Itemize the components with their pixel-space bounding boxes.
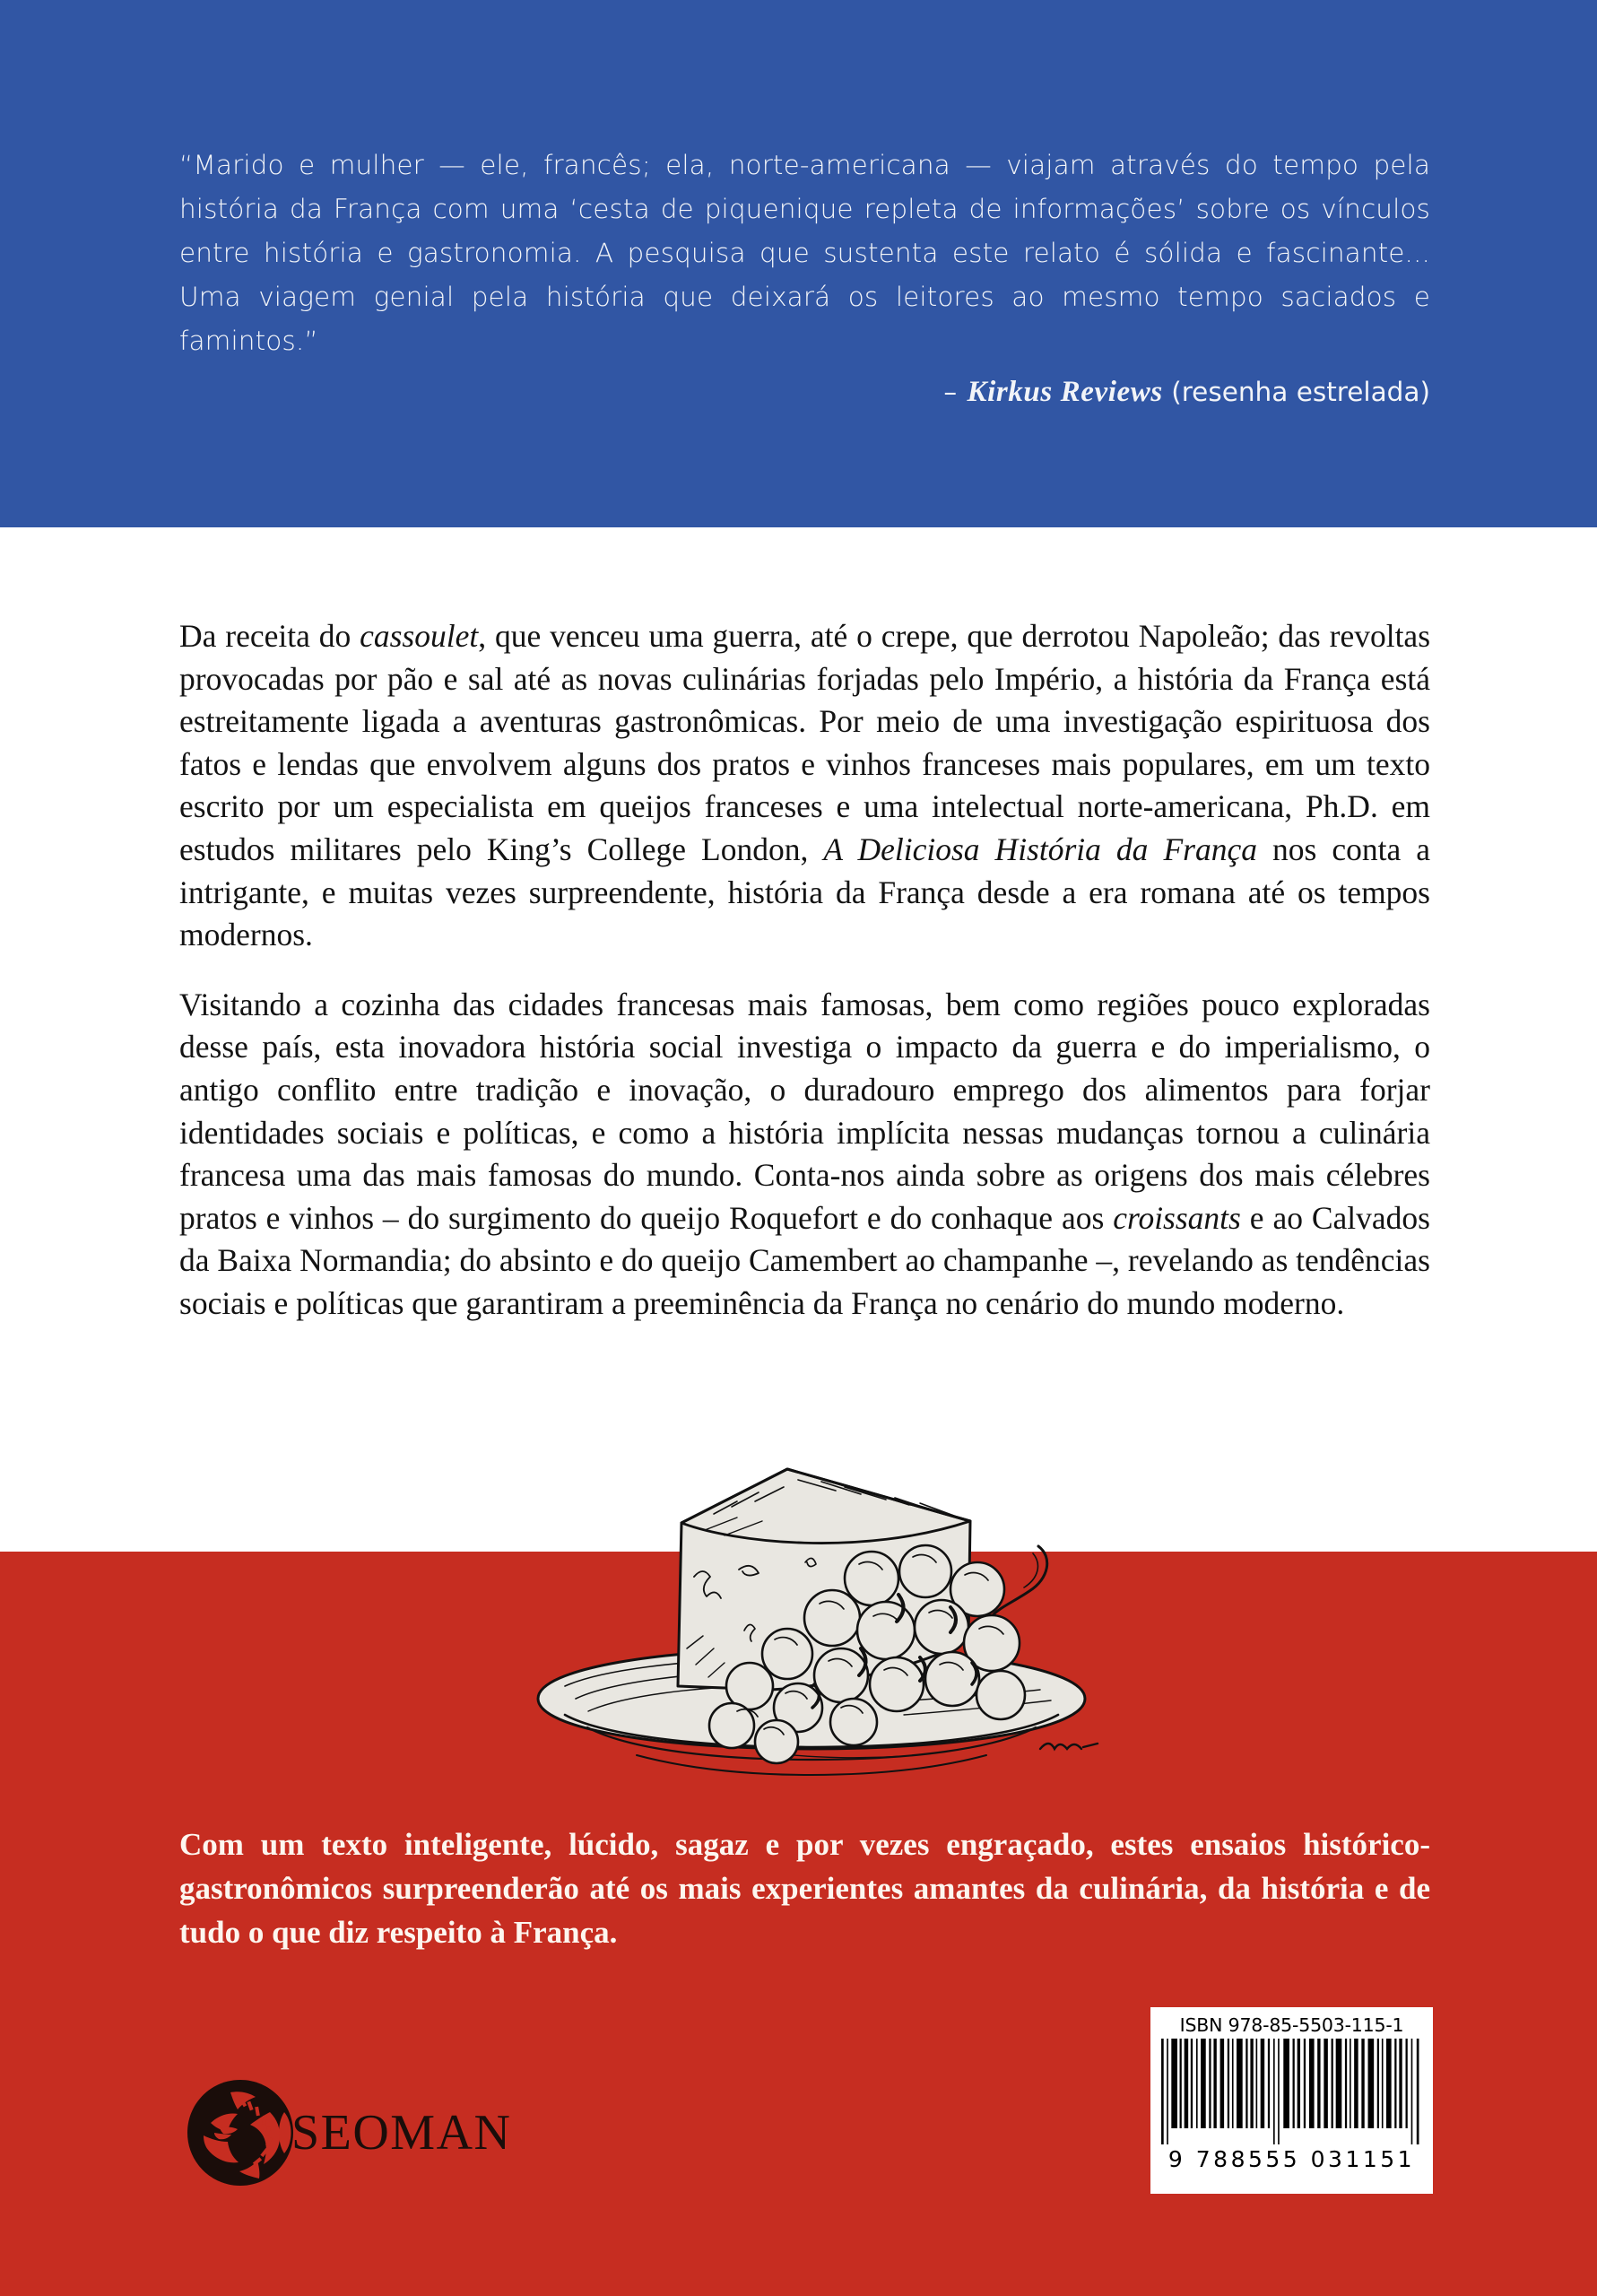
seoman-emblem-icon [184,2076,297,2189]
back-cover-blurb-text: Com um texto inteligente, lúcido, sagaz e por vezes engraçado, estes ensaios histórico-gastronômicos surpreenderão até os mais experientes amantes da culinária, da história e de tudo o que diz respeito à França. [179,1827,1430,1950]
barcode-bars [1159,2039,1424,2144]
p1-italic-cassoulet: cassoulet [360,618,479,654]
back-cover-blurb-block [179,1822,1430,1954]
barcode-digits: 9 788555 031151 [1167,2146,1416,2172]
book-description-block [179,615,1430,1326]
attribution-note: (resenha estrelada) [1171,377,1430,407]
p2-seg-2: e ao Calvados da Baixa Normandia; do absinto e do queijo Camembert ao champanhe –, revelando as tendências sociais e políticas que garantiram a preeminência da França no cenário do mundo moderno. [179,1199,1430,1321]
p1-seg-1: Da receita do [179,618,360,654]
attribution-source: Kirkus Reviews [967,376,1163,408]
description-paragraph-1 [179,615,1430,957]
review-attribution [179,370,1430,414]
p2-italic-croissants: croissants [1113,1199,1241,1236]
attribution-dash: – [943,377,959,407]
description-paragraph-2 [179,984,1430,1326]
review-quote-block [179,144,1430,414]
p1-italic-book-title: A Deliciosa História da França [823,831,1257,867]
p2-seg-1: Visitando a cozinha das cidades francesas mais famosas, bem como regiões pouco exploradas desse país, esta inovadora história social investiga o impacto da guerra e do imperialismo, o antigo conflito entre tradição e inovação, o duradouro emprego dos alimentos para forjar identidades sociais e políticas, e como a história implícita nessas mudanças tornou a culinária francesa uma das mais famosas do mundo. Conta-nos ainda sobre as origens dos mais célebres pratos e vinhos – do surgimento do queijo Roquefort e do conhaque aos [179,986,1430,1236]
p1-seg-3: nos conta a intrigante, e muitas vezes surpreendente, história da França desde a era romana até os tempos modernos. [179,831,1430,953]
publisher-logo [184,2072,512,2193]
publisher-name: SEOMAN [291,2104,512,2161]
review-quote-text: “Marido e mulher — ele, francês; ela, norte-americana — viajam através do tempo pela história da França com uma ‘cesta de piquenique repleta de informações’ sobre os vínculos entre história e gastronomia. A pesquisa que sustenta este relato é sólida e fascinante... Uma viagem genial pela história que deixará os leitores ao mesmo tempo saciados e famintos.” [179,150,1430,356]
isbn-label: ISBN 978-85-5503-115-1 [1179,2014,1404,2036]
p1-seg-2: , que venceu uma guerra, até o crepe, que derrotou Napoleão; das revoltas provocadas por pão e sal até as novas culinárias forjadas pelo Império, a história da França está estreitamente ligada a aventuras gastronômicas. Por meio de uma investigação espirituosa dos fatos e lendas que envolvem alguns dos pratos e vinhos franceses mais populares, em um texto escrito por um especialista em queijos franceses e uma intelectual norte-americana, Ph.D. em estudos militares pelo King’s College London, [179,618,1431,867]
isbn-barcode [1150,2007,1433,2194]
